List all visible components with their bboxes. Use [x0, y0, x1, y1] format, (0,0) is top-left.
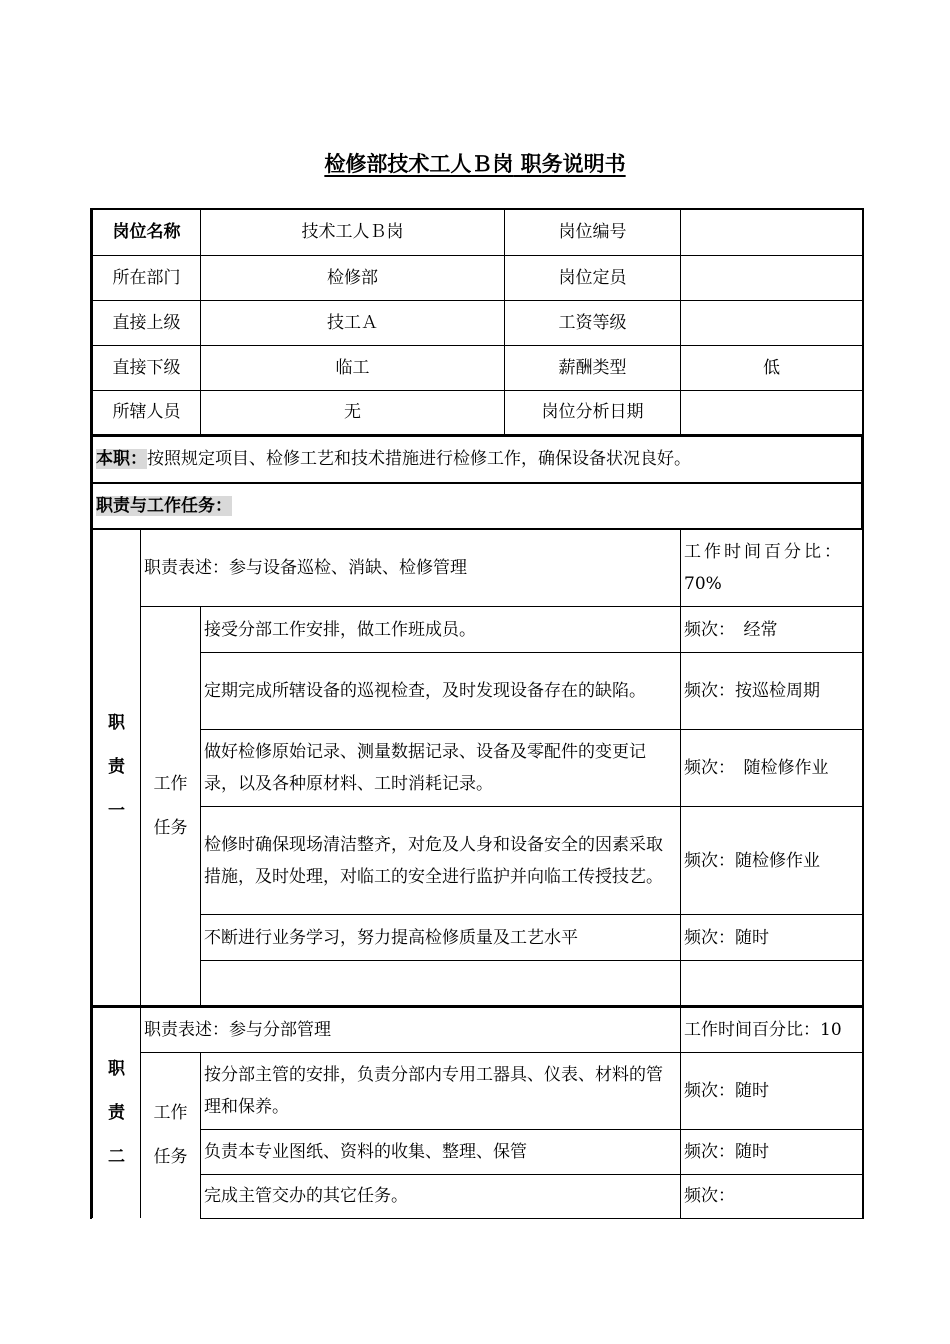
responsibility-2-percent: 工作时间百分比：10 — [681, 1007, 863, 1052]
task-2-3: 完成主管交办的其它任务。 — [201, 1174, 681, 1218]
responsibility-2-desc: 职责表述：参与分部管理 — [141, 1007, 681, 1052]
value-subordinate: 临工 — [201, 345, 505, 390]
label-pay-type: 薪酬类型 — [505, 345, 681, 390]
task-1-6 — [201, 961, 681, 1006]
duty-row — [93, 437, 862, 483]
label-staff: 所辖人员 — [93, 390, 201, 435]
duty-table — [92, 436, 862, 529]
value-pay-type: 低 — [681, 345, 863, 390]
basic-info-table — [92, 208, 863, 436]
task-1-1: 接受分部工作安排，做工作班成员。 — [201, 607, 681, 653]
section-title: 职责与工作任务： — [96, 495, 232, 516]
label-department: 所在部门 — [93, 255, 201, 300]
task-1-2: 定期完成所辖设备的巡视检查，及时发现设备存在的缺陷。 — [201, 653, 681, 730]
job-description-form — [90, 208, 864, 1219]
freq-1-6 — [681, 961, 863, 1006]
freq-1-4: 频次：随检修作业 — [681, 807, 863, 915]
responsibility-1-desc: 职责表述：参与设备巡检、消缺、检修管理 — [141, 530, 681, 607]
label-analysis-date: 岗位分析日期 — [505, 390, 681, 435]
value-department: 检修部 — [201, 255, 505, 300]
value-staff: 无 — [201, 390, 505, 435]
freq-2-2: 频次：随时 — [681, 1129, 863, 1174]
work-task-label-2: 工作 任务 — [141, 1052, 201, 1218]
responsibility-1-percent: 工作时间百分比： 70% — [681, 530, 863, 607]
task-1-5: 不断进行业务学习，努力提高检修质量及工艺水平 — [201, 915, 681, 961]
value-quota — [681, 255, 863, 300]
task-2-2: 负责本专业图纸、资料的收集、整理、保管 — [201, 1129, 681, 1174]
freq-2-1: 频次：随时 — [681, 1052, 863, 1129]
label-superior: 直接上级 — [93, 300, 201, 345]
work-task-label-1: 工作 任务 — [141, 607, 201, 1006]
freq-1-2: 频次：按巡检周期 — [681, 653, 863, 730]
responsibility-2-label: 职 责 二 — [93, 1007, 141, 1218]
title-main: 检修部技术工人Ｂ岗 — [324, 152, 514, 176]
responsibility-2-table — [92, 1007, 863, 1219]
value-superior: 技工Ａ — [201, 300, 505, 345]
freq-1-3: 频次： 随检修作业 — [681, 730, 863, 807]
task-1-4: 检修时确保现场清洁整齐，对危及人身和设备安全的因素采取措施，及时处理，对临工的安全进行监护并向临工传授技艺。 — [201, 807, 681, 915]
responsibility-1-table — [92, 529, 863, 1007]
label-position-code: 岗位编号 — [505, 209, 681, 255]
value-pay-grade — [681, 300, 863, 345]
label-quota: 岗位定员 — [505, 255, 681, 300]
page-title — [0, 148, 950, 178]
value-analysis-date — [681, 390, 863, 435]
task-1-3: 做好检修原始记录、测量数据记录、设备及零配件的变更记录，以及各种原材料、工时消耗记录。 — [201, 730, 681, 807]
value-position-code — [681, 209, 863, 255]
label-subordinate: 直接下级 — [93, 345, 201, 390]
title-sub: 职务说明书 — [513, 152, 626, 176]
freq-1-1: 频次： 经常 — [681, 607, 863, 653]
duty-label: 本职： — [96, 449, 147, 470]
label-position-name: 岗位名称 — [93, 209, 201, 255]
section-title-row — [93, 483, 862, 529]
freq-1-5: 频次：随时 — [681, 915, 863, 961]
value-position-name: 技术工人Ｂ岗 — [201, 209, 505, 255]
responsibility-1-label: 职 责 一 — [93, 530, 141, 1006]
label-pay-grade: 工资等级 — [505, 300, 681, 345]
task-2-1: 按分部主管的安排，负责分部内专用工器具、仪表、材料的管理和保养。 — [201, 1052, 681, 1129]
freq-2-3: 频次： — [681, 1174, 863, 1218]
duty-text: 按照规定项目、检修工艺和技术措施进行检修工作，确保设备状况良好。 — [147, 449, 691, 470]
